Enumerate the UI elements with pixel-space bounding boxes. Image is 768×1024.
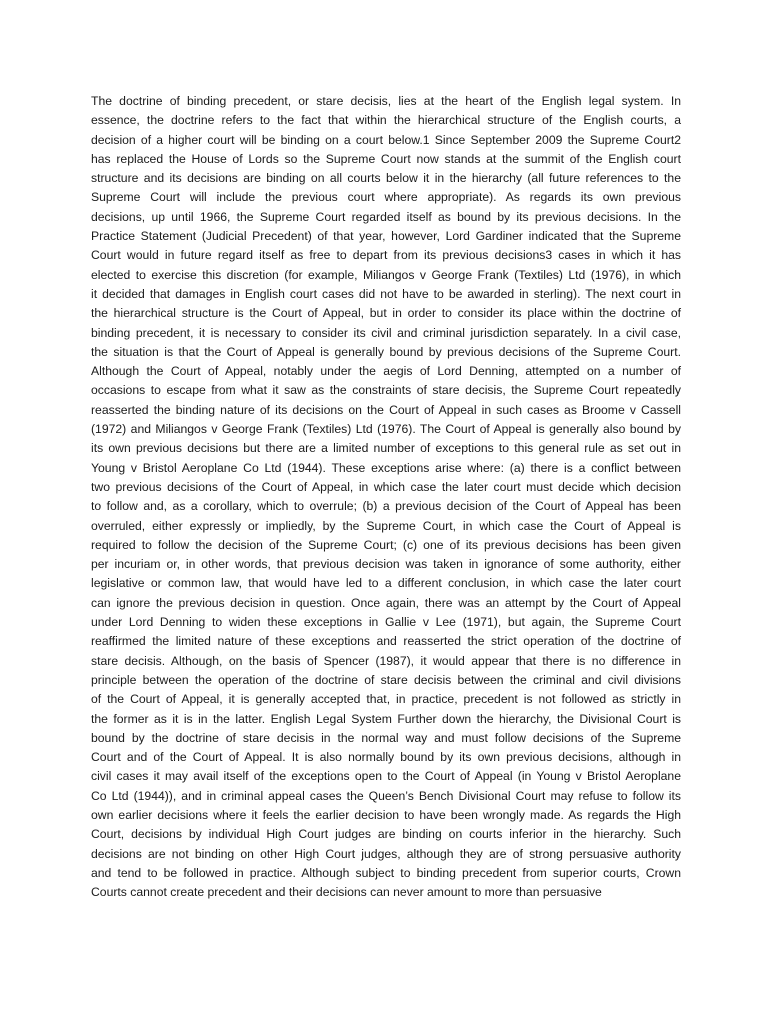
text-line: Co Ltd (1944)), and in criminal appeal cases the Queen’s Bench Divisional Court may refuse to follow its	[91, 788, 681, 803]
text-line: civil cases it may avail itself of the exceptions open to the Court of Appeal (in Young v Bristol Aeroplane	[91, 769, 681, 784]
text-line: (1972) and Miliangos v George Frank (Textiles) Ltd (1976). The Court of Appeal is generally also bound by	[91, 422, 681, 437]
text-line: overruled, either expressly or impliedly, by the Supreme Court, in which case the Court of Appeal is	[91, 518, 681, 533]
text-line: two previous decisions of the Court of Appeal, in which case the later court must decide which decision	[91, 479, 681, 494]
text-line: Supreme Court will include the previous court where appropriate). As regards its own previous	[91, 190, 681, 205]
text-line: occasions to escape from what it saw as the constraints of stare decisis, the Supreme Court repeatedly	[91, 383, 681, 398]
text-line: of the Court of Appeal, it is generally accepted that, in practice, precedent is not followed as strictly in	[91, 692, 681, 707]
text-line: Although the Court of Appeal, notably under the aegis of Lord Denning, attempted on a number of	[91, 364, 681, 379]
text-line: reaffirmed the limited nature of these exceptions and reasserted the strict operation of the doctrine of	[91, 634, 681, 649]
text-line: reasserted the binding nature of its decisions on the Court of Appeal in such cases as Broome v Cassell	[91, 402, 681, 417]
text-line: it decided that damages in English court cases did not have to be awarded in sterling). The next court in	[91, 286, 681, 301]
text-line: the former as it is in the latter. English Legal System Further down the hierarchy, the Divisional Court is	[91, 711, 681, 726]
text-line: decisions, up until 1966, the Supreme Court regarded itself as bound by its previous decisions. In the	[91, 209, 681, 224]
text-line: the situation is that the Court of Appeal is generally bound by previous decisions of the Supreme Court.	[91, 344, 681, 359]
text-line: per incuriam or, in other words, that previous decision was taken in ignorance of some authority, either	[91, 557, 681, 572]
text-line: has replaced the House of Lords so the Supreme Court now stands at the summit of the English court	[91, 151, 681, 166]
text-line: required to follow the decision of the Supreme Court; (c) one of its previous decisions has been given	[91, 537, 681, 552]
text-line: Courts cannot create precedent and their decisions can never amount to more than persuasive	[91, 885, 602, 900]
text-line: principle between the operation of the doctrine of stare decisis between the criminal and civil divisions	[91, 672, 681, 687]
text-line: decisions are not binding on other High Court judges, although they are of strong persuasive authority	[91, 846, 681, 861]
text-line: its own previous decisions but there are a limited number of exceptions to this general rule as set out in	[91, 441, 681, 456]
text-line: structure and its decisions are binding on all courts below it in the hierarchy (all future references to the	[91, 171, 681, 186]
text-line: Court, decisions by individual High Court judges are binding on courts inferior in the hierarchy. Such	[91, 827, 681, 842]
text-line: essence, the doctrine refers to the fact that within the hierarchical structure of the English courts, a	[91, 113, 681, 128]
text-line: own earlier decisions where it feels the earlier decision to have been wrongly made. As regards the High	[91, 807, 681, 822]
text-line: decision of a higher court will be binding on a court below.1 Since September 2009 the Supreme Court2	[91, 132, 681, 147]
text-line: binding precedent, it is necessary to consider its civil and criminal jurisdiction separately. In a civil case,	[91, 325, 681, 340]
text-line: under Lord Denning to widen these exceptions in Gallie v Lee (1971), but again, the Supreme Court	[91, 615, 681, 630]
body-paragraph	[91, 92, 681, 902]
text-line: legislative or common law, that would have led to a different conclusion, in which case the later court	[91, 576, 681, 591]
text-line: Court and of the Court of Appeal. It is also normally bound by its own previous decisions, although in	[91, 750, 681, 765]
text-line: The doctrine of binding precedent, or stare decisis, lies at the heart of the English legal system. In	[91, 94, 681, 108]
text-line: to follow and, as a corollary, which to overrule; (b) a previous decision of the Court of Appeal has been	[91, 499, 681, 514]
text-line: Young v Bristol Aeroplane Co Ltd (1944). These exceptions arise where: (a) there is a conflict between	[91, 460, 681, 475]
text-line: bound by the doctrine of stare decisis in the normal way and must follow decisions of the Supreme	[91, 730, 681, 745]
text-line: the hierarchical structure is the Court of Appeal, but in order to consider its place within the doctrine of	[91, 306, 681, 321]
text-line: stare decisis. Although, on the basis of Spencer (1987), it would appear that there is no difference in	[91, 653, 681, 668]
text-line: Court would in future regard itself as free to depart from its previous decisions3 cases in which it has	[91, 248, 681, 263]
text-line: can ignore the previous decision in question. Once again, there was an attempt by the Court of Appeal	[91, 595, 681, 610]
text-line: elected to exercise this discretion (for example, Miliangos v George Frank (Textiles) Ltd (1976), in which	[91, 267, 681, 282]
text-line: and tend to be followed in practice. Although subject to binding precedent from superior courts, Crown	[91, 865, 681, 880]
text-line: Practice Statement (Judicial Precedent) of that year, however, Lord Gardiner indicated that the Supreme	[91, 229, 681, 244]
